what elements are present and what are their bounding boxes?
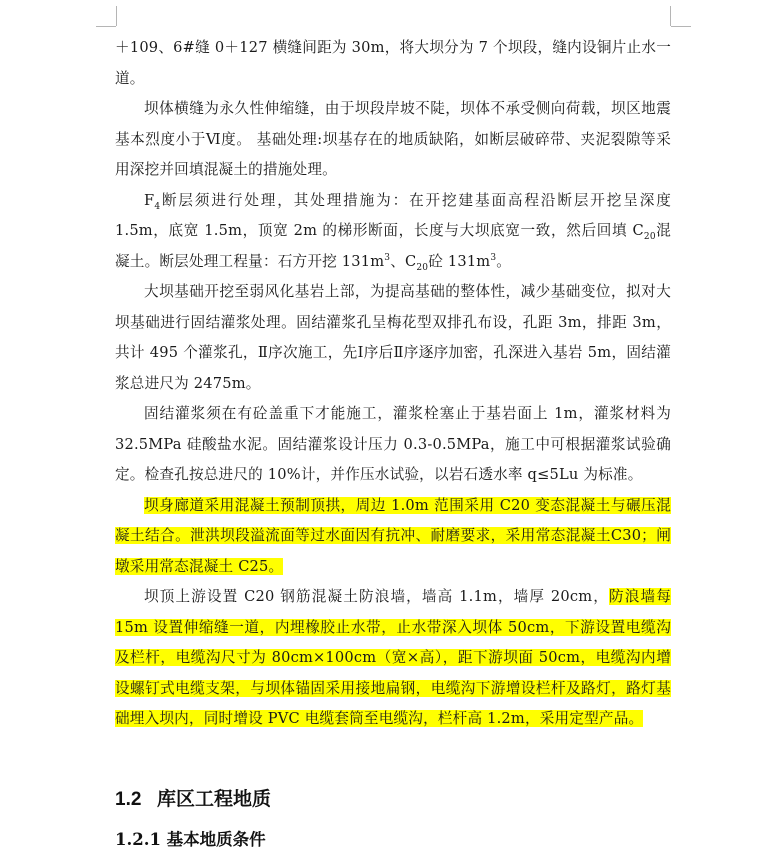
highlighted-text: 防浪墙每 15m 设置伸缩缝一道，内埋橡胶止水带，止水带深入坝体 50cm，下游设置电缆沟及栏杆，电缆沟尺寸为 80cm×100cm（宽×高），距下游坝面 50cm，电缆沟内增设螺钉式电缆支架，与坝体锚固采用接地扁钢，电缆沟下游增设栏杆及路灯，路灯基础埋入坝内，同时增设 PVC 电缆套筒至电缆沟，栏杆高 1.2m，采用定型产品。 [115,588,671,727]
crop-mark-top-right-horizontal [671,26,691,27]
paragraph-fault-treatment: $F_4$断层须进行处理，其处理措施为：在开挖建基面高程沿断层开挖呈深度 1.5m，底宽 1.5m，顶宽 2m 的梯形断面，长度与大坝底宽一致，然后回填 $C_{20}$混凝土。断层处理工程量：石方开挖 $131m^3$、$C_{20}$砼 $131m^3$。 [115,191,671,273]
highlighted-text: 坝身廊道采用混凝土预制顶拱，周边 1.0m 范围采用 C20 变态混凝土与碾压混凝土结合。泄洪坝段溢流面等过水面因有抗冲、耐磨要求，采用常态混凝土C30；闸墩采用常态混凝土 C25。 [115,496,671,575]
section-title: 库区工程地质 [157,789,272,810]
paragraph-seam-spacing: ＋109、6#缝 0＋127 横缝间距为 30m，将大坝分为 7 个坝段，缝内设铜片止水一道。 [115,39,671,87]
crop-mark-top-left-horizontal [96,26,116,27]
crop-mark-top-left [116,6,117,26]
section-number: 1.2 [115,789,142,810]
paragraph-gallery-concrete [115,491,671,583]
paragraph-grouting-materials: 固结灌浆须在有砼盖重下才能施工，灌浆栓塞止于基岩面上 1m，灌浆材料为 32.5MPa 硅酸盐水泥。固结灌浆设计压力 0.3-0.5MPa，施工中可根据灌浆试验确定。检查孔按总进尺的 10%计，并作压水试验，以岩石透水率 q≤5Lu 为标准。 [115,405,671,483]
paragraph-consolidation-grouting: 大坝基础开挖至弱风化基岩上部，为提高基础的整体性，减少基础变位，拟对大坝基础进行固结灌浆处理。固结灌浆孔呈梅花型双排孔布设，孔距 3m，排距 3m，共计 495 个灌浆孔，Ⅱ序次施工，先Ⅰ序后Ⅱ序逐序加密，孔深进入基岩 5m，固结灌浆总进尺为 2475m。 [115,283,671,392]
subsection-heading: 1.2.1 基本地质条件 [115,830,266,849]
section-heading [115,784,271,811]
crop-mark-top-right [670,6,671,26]
paragraph-parapet-wall: 坝顶上游设置 C20 钢筋混凝土防浪墙，墙高 1.1m，墙厚 20cm，防浪墙每 15m 设置伸缩缝一道，内埋橡胶止水带，止水带深入坝体 50cm，下游设置电缆沟及栏杆，电缆沟尺寸为 80cm×100cm（宽×高），距下游坝面 50cm，电缆沟内增设螺钉式电缆支架，与坝体锚固采用接地扁钢，电缆沟下游增设栏杆及路灯，路灯基础埋入坝内，同时增设 PVC 电缆套筒至电缆沟，栏杆高 1.2m，采用定型产品。 [115,588,671,727]
paragraph-transverse-joints: 坝体横缝为永久性伸缩缝，由于坝段岸坡不陡，坝体不承受侧向荷载，坝区地震基本烈度小于Ⅵ度。 基础处理:坝基存在的地质缺陷，如断层破碎带、夹泥裂隙等采用深挖并回填混凝土的措施处理。 [115,100,671,178]
body-text [115,33,671,735]
